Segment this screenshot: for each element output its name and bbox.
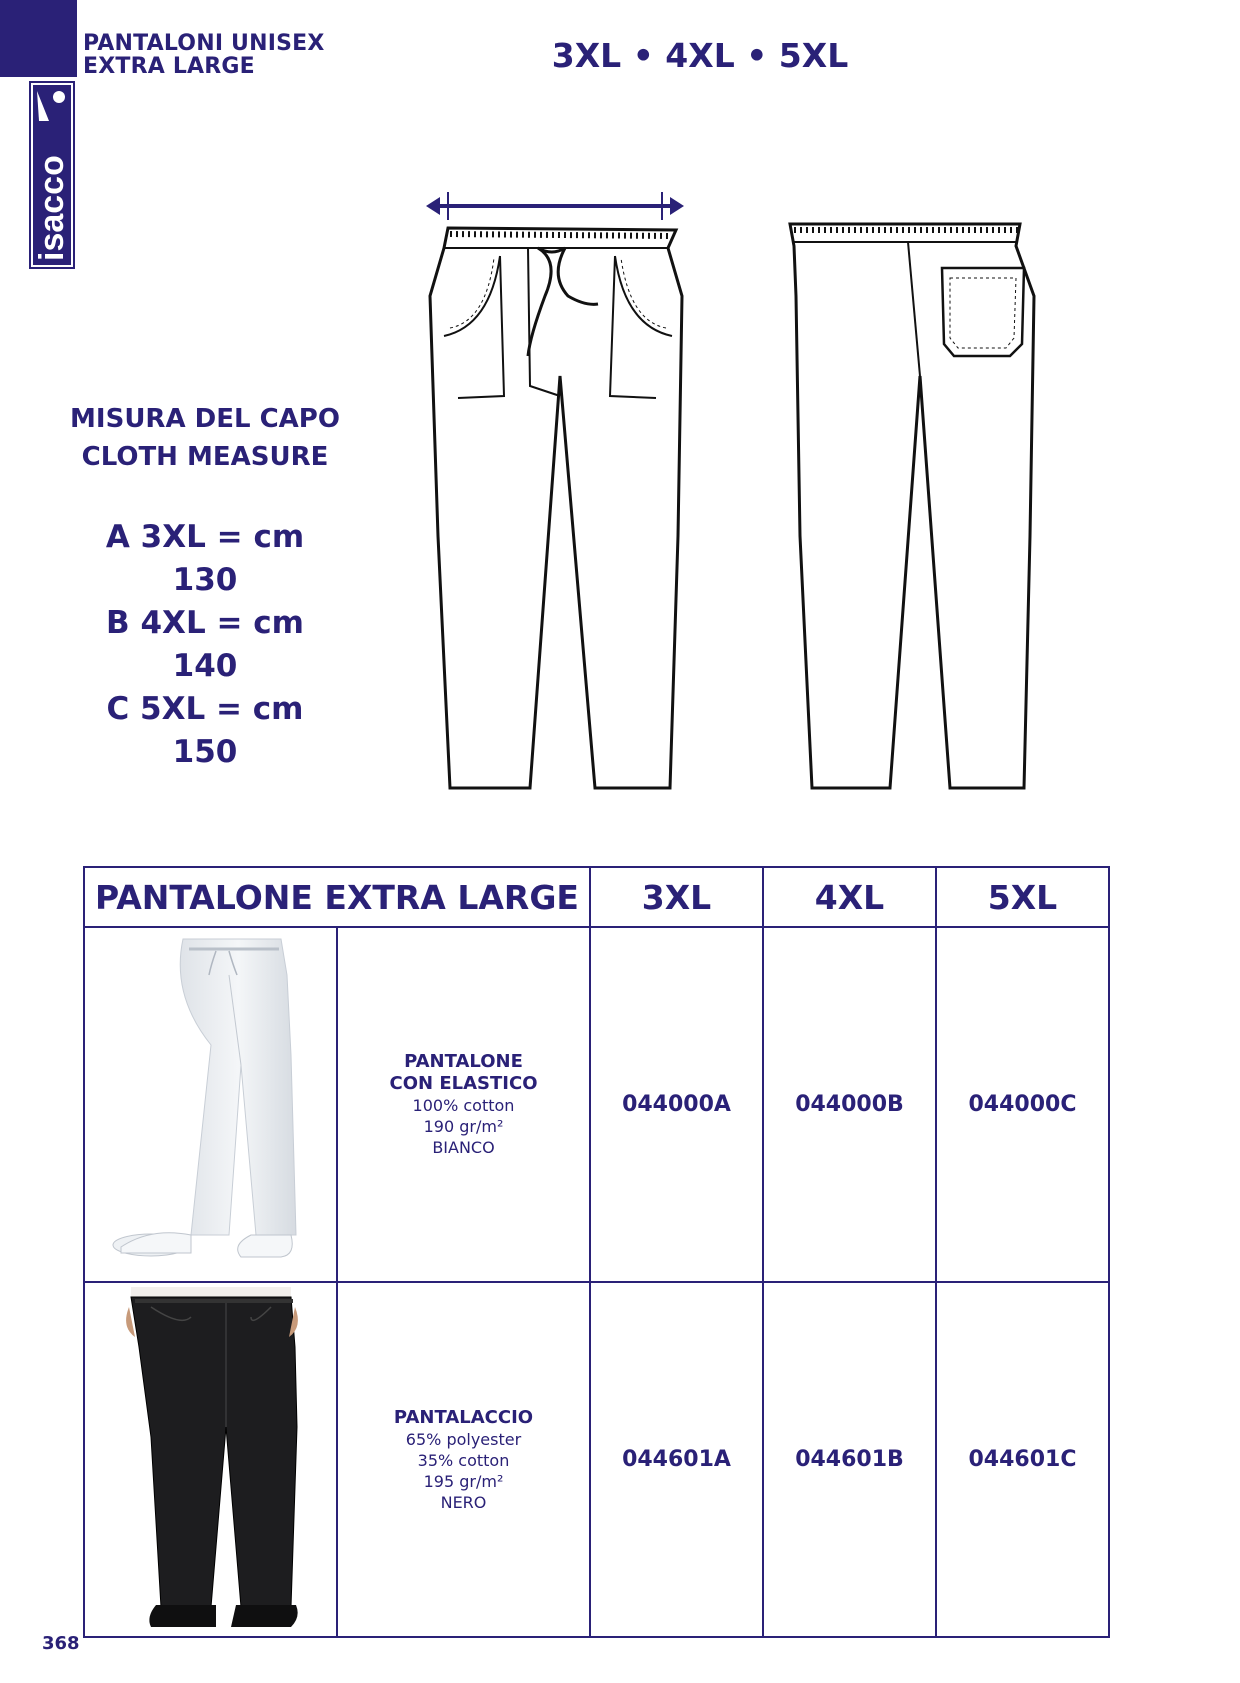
measure-title-en: CLOTH MEASURE bbox=[81, 442, 329, 472]
black-trousers-photo bbox=[91, 1287, 331, 1633]
measure-title-it: MISURA DEL CAPO bbox=[70, 404, 340, 434]
measure-block bbox=[70, 400, 340, 774]
logo-text: isacco bbox=[33, 155, 71, 261]
product-name-line-2: CON ELASTICO bbox=[389, 1073, 538, 1094]
title-line-2: EXTRA LARGE bbox=[83, 54, 255, 79]
measure-row-b: B 4XL = cm 140 bbox=[106, 605, 304, 684]
page-number: 368 bbox=[42, 1633, 80, 1654]
product-name-line-1: PANTALONE bbox=[404, 1051, 523, 1072]
product-description bbox=[337, 1282, 590, 1637]
page-title bbox=[83, 32, 325, 78]
product-detail: NERO bbox=[440, 1492, 487, 1512]
code-4xl: 044000B bbox=[763, 927, 936, 1282]
header-5xl: 5XL bbox=[936, 867, 1109, 927]
product-description bbox=[337, 927, 590, 1282]
product-table bbox=[83, 866, 1110, 1638]
code-3xl: 044601A bbox=[590, 1282, 763, 1637]
product-detail: 65% polyester bbox=[405, 1429, 522, 1449]
title-line-1: PANTALONI UNISEX bbox=[83, 31, 325, 56]
code-4xl: 044601B bbox=[763, 1282, 936, 1637]
header-product: PANTALONE EXTRA LARGE bbox=[84, 867, 590, 927]
corner-block bbox=[0, 0, 77, 77]
header-3xl: 3XL bbox=[590, 867, 763, 927]
product-detail: 35% cotton bbox=[417, 1450, 510, 1470]
sizes-heading: 3XL • 4XL • 5XL bbox=[551, 36, 849, 75]
trousers-technical-drawing bbox=[420, 186, 1080, 806]
product-name-line-1: PANTALACCIO bbox=[393, 1406, 534, 1428]
isacco-logo bbox=[29, 81, 75, 269]
measure-row-c: C 5XL = cm 150 bbox=[106, 691, 304, 770]
product-detail: BIANCO bbox=[432, 1138, 495, 1157]
code-5xl: 044601C bbox=[936, 1282, 1109, 1637]
product-photo-cell bbox=[84, 1282, 337, 1637]
product-photo-cell bbox=[84, 927, 337, 1282]
measure-row-a: A 3XL = cm 130 bbox=[105, 519, 305, 598]
table-row bbox=[84, 927, 1109, 1282]
white-trousers-photo bbox=[91, 935, 331, 1275]
product-detail: 195 gr/m² bbox=[423, 1471, 504, 1491]
table-row bbox=[84, 1282, 1109, 1637]
product-detail: 190 gr/m² bbox=[423, 1117, 504, 1136]
waist-measure-arrow bbox=[426, 192, 684, 220]
header-4xl: 4XL bbox=[763, 867, 936, 927]
table-header-row bbox=[84, 867, 1109, 927]
product-detail: 100% cotton bbox=[412, 1096, 515, 1115]
back-view bbox=[790, 224, 1034, 788]
front-view bbox=[430, 228, 682, 788]
code-3xl: 044000A bbox=[590, 927, 763, 1282]
code-5xl: 044000C bbox=[936, 927, 1109, 1282]
